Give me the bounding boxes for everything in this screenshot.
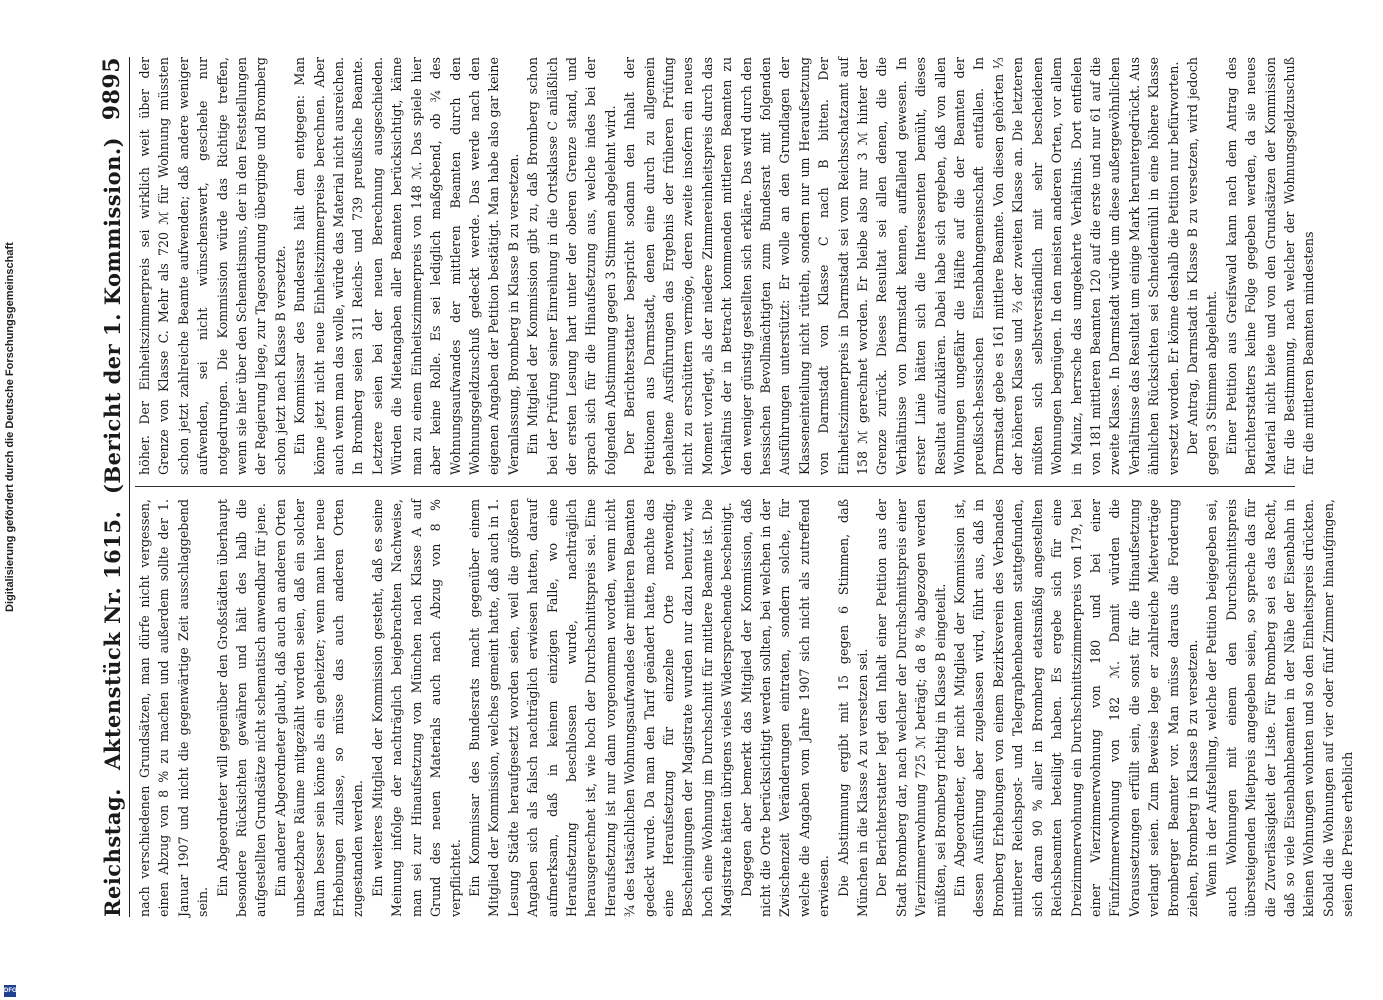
paragraph: Ein Kommissar des Bundesrats macht gegenüber einem Mitglied der Kommission, welches gemeint hatte, daß auch in 1. Lesung Städte heraufgesetzt worden seien, weil die größeren Angaben sich als falsch nachträglich erwiesen hatten, darauf aufmerksam, daß in keinem einzigen Falle, wo eine Heraufsetzung beschlossen wurde, nachträglich herausgerechnet ist, wie hoch der Durchschnittspreis sei. Eine Heraufsetzung ist nur dann vorgenommen worden, wenn nicht ¾ des tatsächlichen Wohnungsaufwandes der mittleren Beamten gedeckt wurde. Da man den Tarif geändert hatte, machte das eine Heraufsetzung für einzelne Orte notwendig. Bescheinigungen der Magistrate wurden nur dazu benutzt, wie hoch eine Wohnung im Durchschnitt für mittlere Beamte ist. Die Magistrate hätten übrigens vieles Widersprechende bescheinigt. [466,499,735,917]
paragraph: Der Berichterstatter bespricht sodann den Inhalt der Petitionen aus Darmstadt, denen eine durch zu allgemein gehaltene Ausführungen das Ergebnis der früheren Prüfung nicht zu erschüttern vermöge, deren zweite insofern ein neues Moment vorlegt, als der niedere Zimmereinheitspreis durch das Verhältnis der in Betracht kommenden mittleren Beamten zu den weniger günstig gestellten sich erkläre. Das wird durch den hessischen Bevollmächtigten zum Bundesrat mit folgenden Ausführungen unterstützt: Er wolle an den Grundlagen der Klasseneinteilung nicht rütteln, sondern nur um Heraufsetzung von Darmstadt von Klasse C nach B bitten. Der Einheitszimmerpreis in Darmstadt sei vom Reichsschatzamt auf 158 ℳ gerechnet worden. Er bleibe also nur 3 ℳ hinter der Grenze zurück. Dieses Resultat sei allen denen, die die Verhältnisse von Darmstadt kennen, auffallend gewesen. In erster Linie hätten sich die Interessenten bemüht, dieses Resultat aufzuklären. Dabei habe sich ergeben, daß von allen Wohnungen ungefähr die Hälfte auf die der Beamten der preußisch-hessischen Eisenbahngemeinschaft entfallen. In Darmstadt gebe es 161 mittlere Beamte. Von diesen gehörten ⅓ der höheren Klasse und ⅔ der zweiten Klasse an. Die letzteren müßten sich selbstverständlich mit sehr bescheidenen Wohnungen begnügen. In den meisten anderen Orten, vor allem in Mainz, herrsche das umgekehrte Verhältnis. Dort entfielen von 181 mittleren Beamten 120 auf die erste und nur 61 auf die zweite Klasse. In Darmstadt würde um diese außergewöhnlichen Verhältnisse das Resultat um einige Mark heruntergedrückt. Aus ähnlichen Rücksichten sei Schneidemühl in eine höhere Klasse versetzt worden. Er könne deshalb die Petition nur befürworten. [622,57,1181,475]
header-title-bericht: (Bericht der 1. Kommission.) [100,136,125,495]
paragraph: Der Antrag, Darmstadt in Klasse B zu versetzen, wird jedoch gegen 3 Stimmen abgelehnt. [1184,57,1220,475]
document-page [91,57,1356,917]
paragraph: Einer Petition aus Greifswald kann nach dem Antrag des Berichterstatters keine Folge gegeben werden, da sie neues Material nicht biete und von den Grundsätzen der Kommission für die Bestimmung, nach welcher der Wohnungsgeldzuschuß für die mittleren Beamten mindestens [1223,57,1317,475]
paragraph: Ein Abgeordneter, der nicht Mitglied der Kommission ist, dessen Ausführung aber zugelassen wird, führt aus, daß in Bromberg Erhebungen von einem Bezirksverein des Verbandes mittlerer Reichspost- und Telegraphenbeamten stattgefunden, sich daran 90 % aller in Bromberg etatsmäßig angestellten Reichsbeamten beteiligt haben. Es ergebe sich für eine Dreizimmerwohnung ein Durchschnittszimmerpreis von 179, bei einer Vierzimmerwohnung von 180 und bei einer Fünfzimmerwohnung von 182 ℳ. Damit würden die Voraussetzungen erfüllt sein, die sonst für die Hinaufsetzung verlangt seien. Zum Beweise lege er zahlreiche Mietverträge Bromberger Beamter vor. Man müsse daraus die Forderung ziehen, Bromberg in Klasse B zu versetzen. [952,499,1200,917]
page-header [91,57,125,917]
header-rule [129,57,130,917]
paragraph: höher. Der Einheitszimmerpreis sei wirklich weit über der Grenze von Klasse C. Mehr als 720 ℳ für Wohnung müssten schon jetzt zahlreiche Beamte aufwenden; daß andere weniger aufwenden, sei nicht wünschenswert, geschehe nur notgedrungen. Die Kommission würde das Richtige treffen, wenn sie hier über den Schematismus, der in den Feststellungen der Regierung liege, zur Tagesordnung überginge und Bromberg schon jetzt nach Klasse B versetzte. [137,57,288,475]
paragraph: nach verschiedenen Grundsätzen, man dürfe nicht vergessen, einen Abzug von 8 % zu machen und außerdem sollte der 1. Januar 1907 und nicht die gegenwärtige Zeit ausschlaggebend sein. [137,499,211,917]
dfg-logo: DFG [4,985,16,997]
paragraph: Ein weiteres Mitglied der Kommission gesteht, daß es seine Meinung infolge der nachträglich beigebrachten Nachweise, man sei zur Hinaufsetzung von München nach Klasse A auf Grund des neuen Materials auch nach Abzug von 8 % verpflichtet. [369,499,463,917]
paragraph: Der Berichterstatter legt den Inhalt einer Petition aus der Stadt Bromberg dar, nach welcher der Durchschnittspreis einer Vierzimmerwohnung 725 ℳ beträgt; da 8 % abgezogen werden müßten, sei Bromberg richtig in Klasse B eingeteilt. [874,499,948,917]
text-columns [135,57,1356,917]
header-title-aktenstueck: Aktenstück Nr. 1615. [100,510,125,771]
column-divider [135,486,1295,487]
paragraph: Ein anderer Abgeordneter glaubt, daß auch an anderen Orten unbesetzbare Räume mitgezählt worden seien, daß ein solcher Raum besser sein könne als ein geheizter; wenn man hier neue Erhebungen zulasse, so müsse das auch anderen Orten zugestanden werden. [272,499,366,917]
paragraph: Die Abstimmung ergibt mit 15 gegen 6 Stimmen, daß München in die Klasse A zu versetzen sei. [835,499,871,917]
page-number: 9895 [99,57,125,121]
paragraph: Ein Mitglied der Kommission gibt zu, daß Bromberg schon bei der Prüfung seiner Einreihung in die Ortsklasse C anläßlich der ersten Lesung hart unter der oberen Grenze stand, und sprach sich für die Hinaufsetzung aus, welche indes bei der folgenden Abstimmung gegen 3 Stimmen abgelehnt wird. [525,57,618,475]
paragraph: Wenn in der Aufstellung, welche der Petition beigegeben sei, auch Wohnungen mit einem den Durchschnittspreis übersteigenden Mietpreis angegeben seien, so spreche das für die Zuverlässigkeit der Liste. Für Bromberg sei es das Recht, daß so viele Eisenbahnbeamten in der Nähe der Eisenbahn in kleinen Wohnungen wohnten und so den Einheitspreis drückten. Sobald die Wohnungen auf vier oder fünf Zimmer hinaufgingen, seien die Preise erheblich [1204,499,1356,917]
digitization-credit: Digitalisierung gefördert durch die Deutsche Forschungsgemeinschaft [4,242,16,612]
left-column [135,499,1356,917]
paragraph: Ein Abgeordneter will gegenüber den Großstädten überhaupt besondere Rücksichten gewähren und hält des halb die aufgestellten Grundsätze nicht schematisch anwendbar für jene. [214,499,269,917]
paragraph: Ein Kommissar des Bundesrats hält dem entgegen: Man könne jetzt nicht neue Einheitszimmerpreise berechnen. Aber auch wenn man das wolle, würde das Material nicht ausreichen. In Bromberg seien 311 Reichs- und 739 preußische Beamte. Letztere seien bei der neuen Berechnung ausgeschieden. Würden die Mietangaben aller Beamten berücksichtigt, käme man zu einem Einheitszimmerpreis von 148 ℳ. Das spiele hier aber keine Rolle. Es sei lediglich maßgebend, ob ¾ des Wohnungsaufwandes der mittleren Beamten durch den Wohnungsgeldzuschuß gedeckt werde. Das werde nach den eigenen Angaben der Petition bestätigt. Man habe also gar keine Veranlassung, Bromberg in Klasse B zu versetzen. [292,57,521,475]
paragraph: Dagegen aber bemerkt das Mitglied der Kommission, daß nicht die Orte berücksichtigt werden sollten, bei welchen in der Zwischenzeit Veränderungen eintraten, sondern solche, für welche die Angaben vom Jahre 1907 sich nicht als zutreffend erwiesen. [738,499,832,917]
right-column [135,57,1317,475]
header-title-reichstag: Reichstag. [100,788,125,917]
